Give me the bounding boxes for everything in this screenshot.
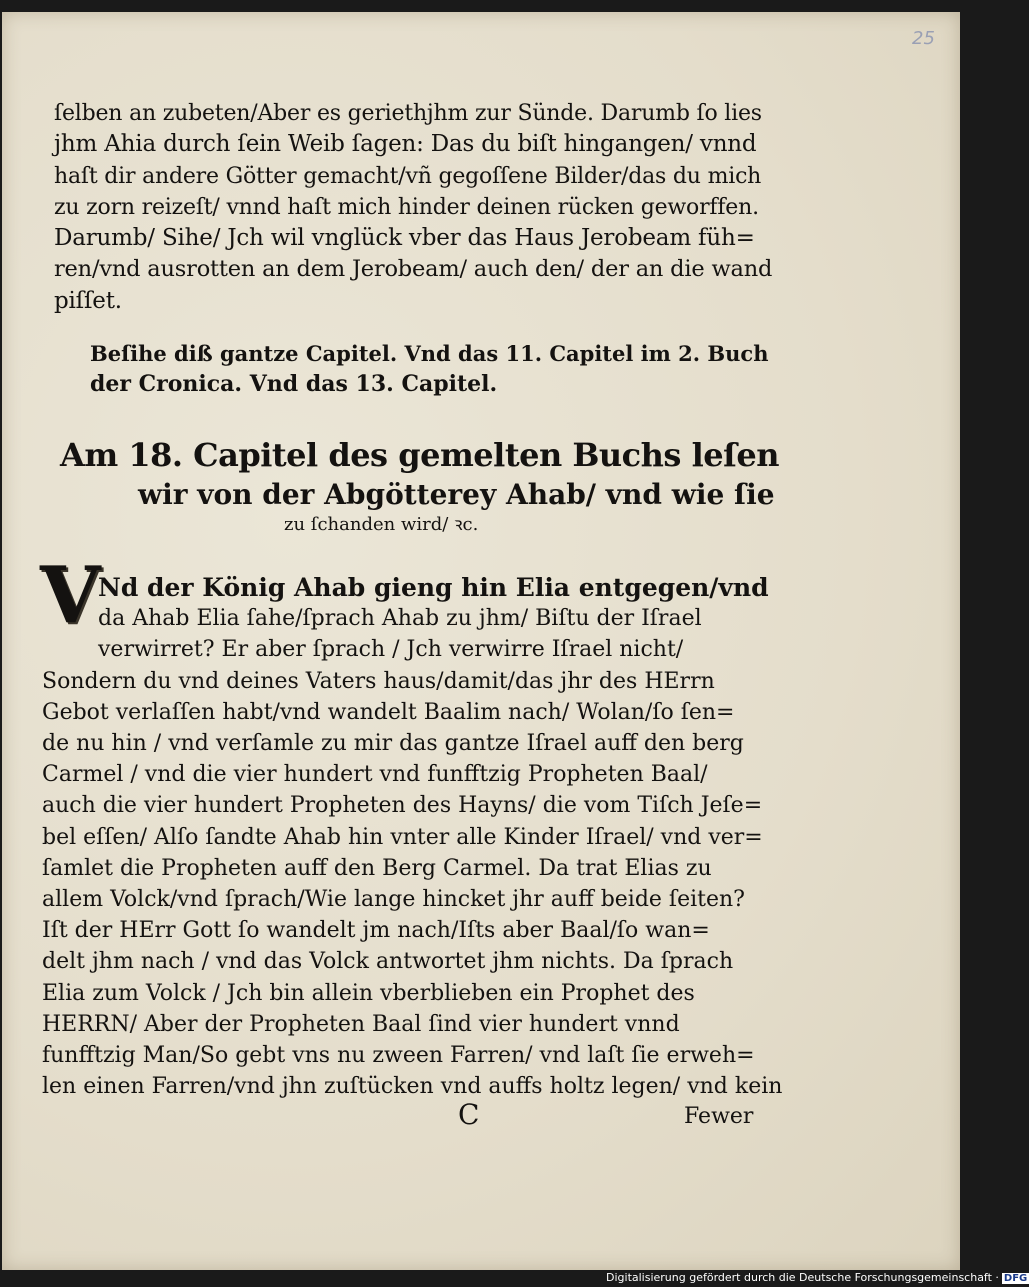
text-line: ren/vnd ausrotten an dem Jerobeam/ auch den/ der an die wand: [54, 256, 773, 283]
cross-reference-note: [90, 338, 770, 400]
catchword: Fewer: [684, 1104, 754, 1129]
heading-line-3: zu ſchanden wird/ ꝛc.: [284, 514, 479, 535]
heading-line-2: wir von der Abgötterey Ahab/ vnd wie ſie: [138, 478, 775, 511]
dfg-logo: DFG: [1003, 1273, 1028, 1284]
text-line: piſſet.: [54, 287, 122, 314]
text-line: ſamlet die Propheten auff den Berg Carmel. Da trat Elias zu: [42, 855, 712, 881]
text-line: Darumb/ Sihe/ Jch wil vnglück vber das Haus Jerobeam füh=: [54, 225, 755, 252]
text-line: Elia zum Volck / Jch bin allein vberblieben ein Prophet des: [42, 980, 695, 1006]
signature-mark: C: [458, 1098, 480, 1131]
text-line: Gebot verlaſſen habt/vnd wandelt Baalim nach/ Wolan/ſo ſen=: [42, 699, 735, 725]
text-line: Iſt der HErr Gott ſo wandelt jm nach/Iſts aber Baal/ſo wan=: [42, 918, 710, 944]
text-line: funfftzig Man/So gebt vns nu zween Farren/ vnd laſt ſie erweh=: [42, 1043, 755, 1069]
note-line: der Cronica. Vnd das 13. Capitel.: [90, 371, 498, 397]
text-line: allem Volck/vnd ſprach/Wie lange hincket jhr auff beide ſeiten?: [42, 887, 745, 913]
chapter-heading: [60, 432, 780, 538]
text-line: zu zorn reizeſt/ vnnd haſt mich hinder deinen rücken geworffen.: [54, 194, 759, 220]
note-line: Beſihe diß gantze Capitel. Vnd das 11. Capitel im 2. Buch: [90, 341, 769, 366]
text-line: len einen Farren/vnd jhn zuſtücken vnd auffs holtz legen/ vnd kein: [42, 1074, 783, 1100]
text-line: HERRN/ Aber der Propheten Baal ſind vier hundert vnnd: [42, 1011, 680, 1037]
text-line: de nu hin / vnd verſamle zu mir das gantze Iſrael auff den berg: [42, 731, 744, 757]
text-line: jhm Ahia durch ſein Weib ſagen: Das du biſt hingangen/ vnnd: [54, 131, 757, 158]
digitization-credit: [606, 1271, 1029, 1284]
scanned-page: [2, 12, 960, 1270]
text-line: Sondern du vnd deines Vaters haus/damit/das jhr des HErrn: [42, 668, 715, 694]
decorated-initial: V: [40, 550, 101, 641]
text-line: haſt dir andere Götter gemacht/vñ gegoſſene Bilder/das du mich: [54, 163, 762, 189]
page-number: 25: [912, 28, 935, 49]
text-line: Carmel / vnd die vier hundert vnd funfftzig Propheten Baal/: [42, 762, 708, 788]
heading-line-1: Am 18. Capitel des gemelten Buchs leſen: [60, 436, 779, 474]
text-line: da Ahab Elia ſahe/ſprach Ahab zu jhm/ Biſtu der Iſrael: [98, 606, 702, 632]
text-line: Nd der König Ahab gieng hin Elia entgegen/vnd: [98, 573, 769, 602]
paragraph-2: [42, 572, 782, 1102]
text-line: auch die vier hundert Propheten des Hayns/ die vom Tiſch Jeſe=: [42, 793, 763, 819]
paragraph-1: [54, 98, 774, 317]
text-line: bel eſſen/ Alſo ſandte Ahab hin vnter alle Kinder Iſrael/ vnd ver=: [42, 824, 763, 850]
text-line: ſelben an zubeten/Aber es geriethjhm zur Sünde. Darumb ſo lies: [54, 101, 762, 126]
credit-text: Digitalisierung gefördert durch die Deutsche Forschungsgemeinschaft ·: [606, 1271, 999, 1284]
text-line: delt jhm nach / vnd das Volck antwortet jhm nichts. Da ſprach: [42, 949, 734, 975]
text-line: verwirret? Er aber ſprach / Jch verwirre Iſrael nicht/: [98, 637, 684, 663]
